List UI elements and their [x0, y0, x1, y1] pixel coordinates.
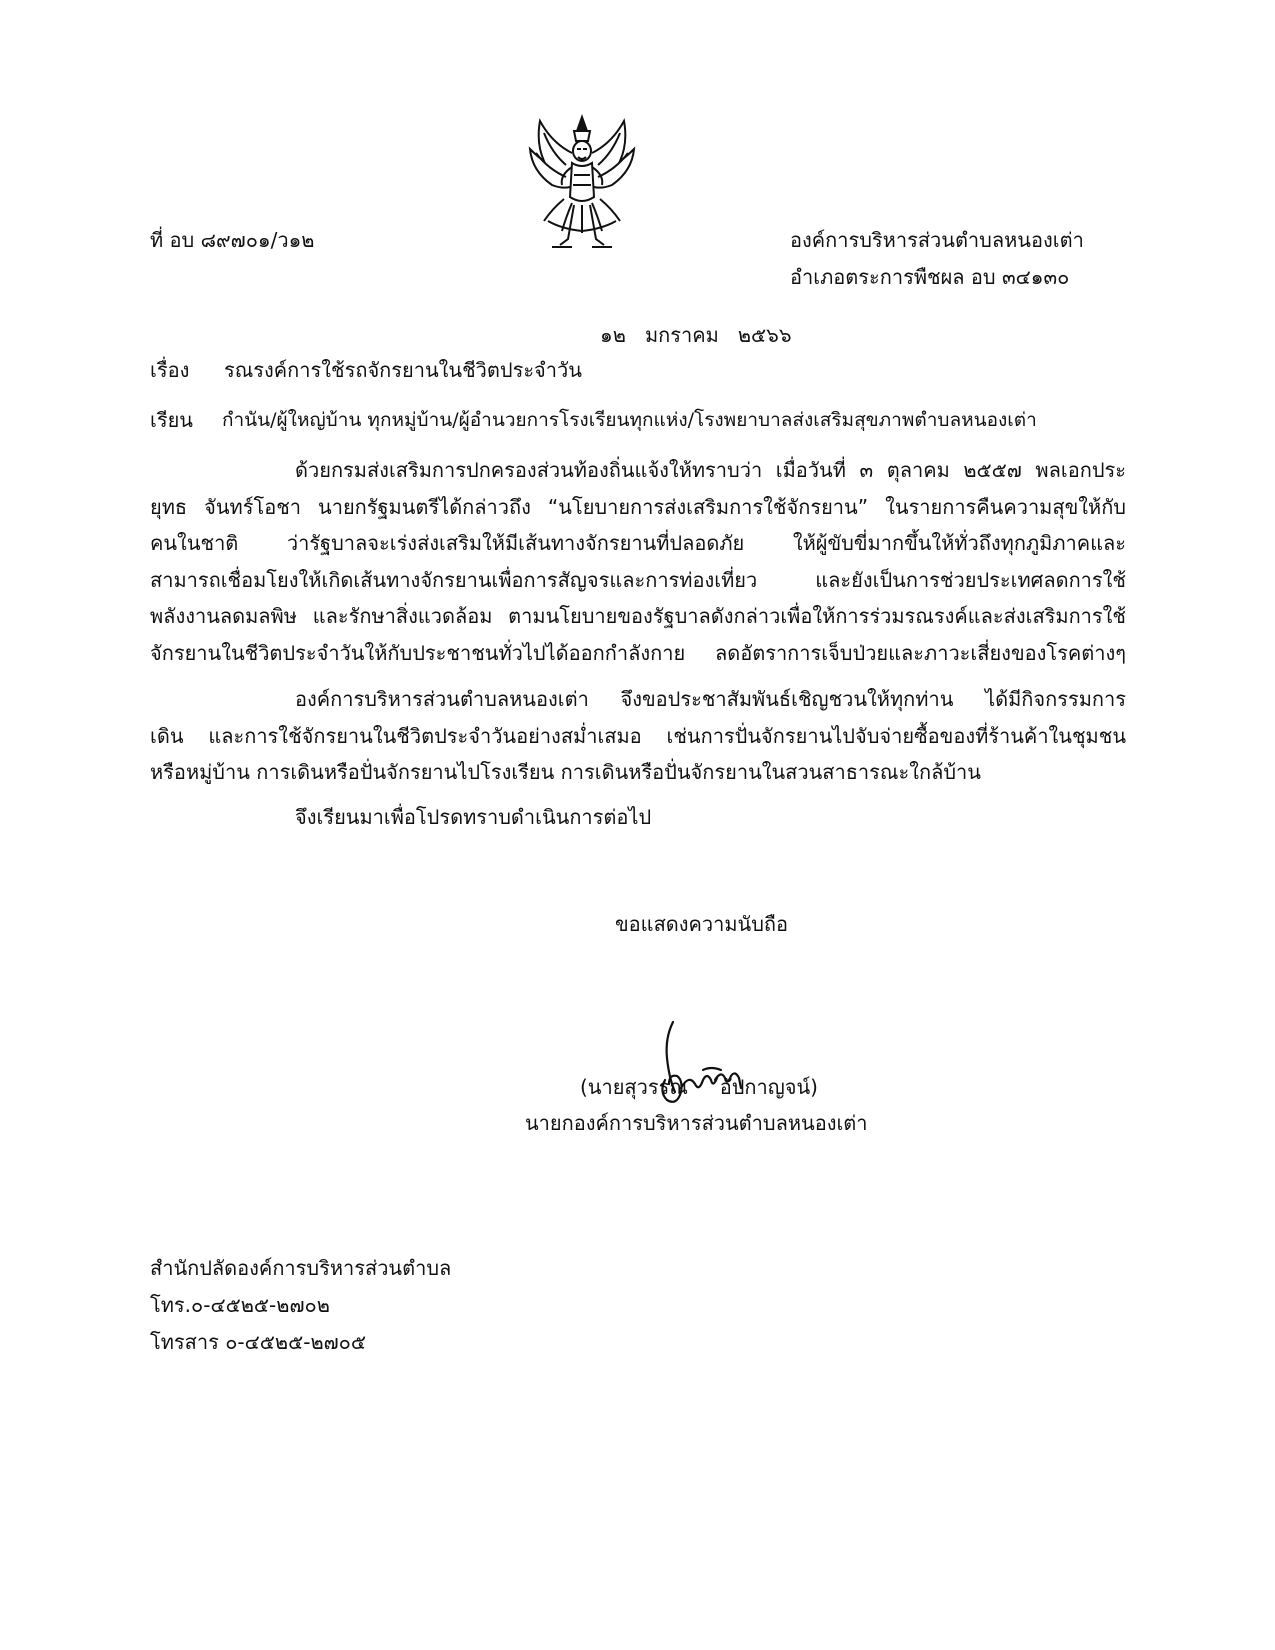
organization-name: องค์การบริหารส่วนตำบลหนองเต่า [790, 228, 1084, 252]
paragraph-line: จักรยานในชีวิตประจำวันให้กับประชาชนทั่วไปได้ออกกำลังกาย ลดอัตราการเจ็บป่วยและภาวะเสี่ยงของโรคต่างๆ [150, 640, 1126, 665]
body-paragraph-1 [150, 452, 1126, 671]
recipient-label: เรียน [150, 408, 193, 432]
paragraph-line: สามารถเชื่อมโยงให้เกิดเส้นทางจักรยานเพื่อการสัญจรและการท่องเที่ยว และยังเป็นการช่วยประเทศลดการใช้ [150, 567, 1126, 592]
paragraph-line: ด้วยกรมส่งเสริมการปกครองส่วนท้องถิ่นแจ้งให้ทราบว่า เมื่อวันที่ ๓ ตุลาคม ๒๕๕๗ พลเอกประ [295, 458, 1126, 482]
paragraph-line: คนในชาติ ว่ารัฐบาลจะเร่งส่งเสริมให้มีเส้นทางจักรยานที่ปลอดภัย ให้ผู้ขับขี่มากขึ้นให้ทั่วถึงทุกภูมิภาคและ [150, 531, 1126, 555]
footer-tel: โทร.๐-๔๕๒๕-๒๗๐๒ [150, 1293, 330, 1317]
paragraph-line: พลังงานลดมลพิษ และรักษาสิ่งแวดล้อม ตามนโยบายของรัฐบาลดังกล่าวเพื่อให้การร่วมรณรงค์และส่งเสริมการใช้ [150, 604, 1126, 628]
garuda-emblem-icon [522, 113, 642, 253]
recipient-text: กำนัน/ผู้ใหญ่บ้าน ทุกหมู่บ้าน/ผู้อำนวยการโรงเรียนทุกแห่ง/โรงพยาบาลส่งเสริมสุขภาพตำบลหนองเต่า [222, 409, 1037, 431]
subject-text: รณรงค์การใช้รถจักรยานในชีวิตประจำวัน [224, 358, 582, 382]
body-paragraph-2 [150, 681, 1126, 791]
letter-date: ๑๒ มกราคม ๒๕๖๖ [600, 323, 792, 347]
regards: ขอแสดงความนับถือ [615, 912, 789, 936]
reference-number: ที่ อบ ๘๙๗๐๑/ว๑๒ [150, 228, 315, 252]
organization-address: อำเภอตระการพืชผล อบ ๓๔๑๓๐ [790, 265, 1070, 289]
closing-line: จึงเรียนมาเพื่อโปรดทราบดำเนินการต่อไป [295, 805, 652, 829]
paragraph-line: หรือหมู่บ้าน การเดินหรือปั่นจักรยานไปโรงเรียน การเดินหรือปั่นจักรยานในสวนสาธารณะใกล้บ้าน [150, 760, 981, 784]
subject-label: เรื่อง [150, 358, 190, 382]
signatory-name: (นายสุวรรณ อัปกาญจน์) [580, 1075, 818, 1099]
paragraph-line: ยุทธ จันทร์โอชา นายกรัฐมนตรีได้กล่าวถึง “นโยบายการส่งเสริมการใช้จักรยาน” ในรายการคืนความสุขให้กับ [150, 494, 1126, 519]
paragraph-line: เดิน และการใช้จักรยานในชีวิตประจำวันอย่างสม่ำเสมอ เช่นการปั่นจักรยานไปจับจ่ายซื้อของที่ร้านค้าในชุมชน [150, 723, 1126, 748]
footer-fax: โทรสาร ๐-๔๕๒๕-๒๗๐๕ [150, 1330, 367, 1354]
signatory-position: นายกองค์การบริหารส่วนตำบลหนองเต่า [525, 1111, 868, 1135]
paragraph-line: องค์การบริหารส่วนตำบลหนองเต่า จึงขอประชาสัมพันธ์เชิญชวนให้ทุกท่าน ได้มีกิจกรรมการ [295, 687, 1126, 711]
footer-office: สำนักปลัดองค์การบริหารส่วนตำบล [150, 1256, 452, 1280]
